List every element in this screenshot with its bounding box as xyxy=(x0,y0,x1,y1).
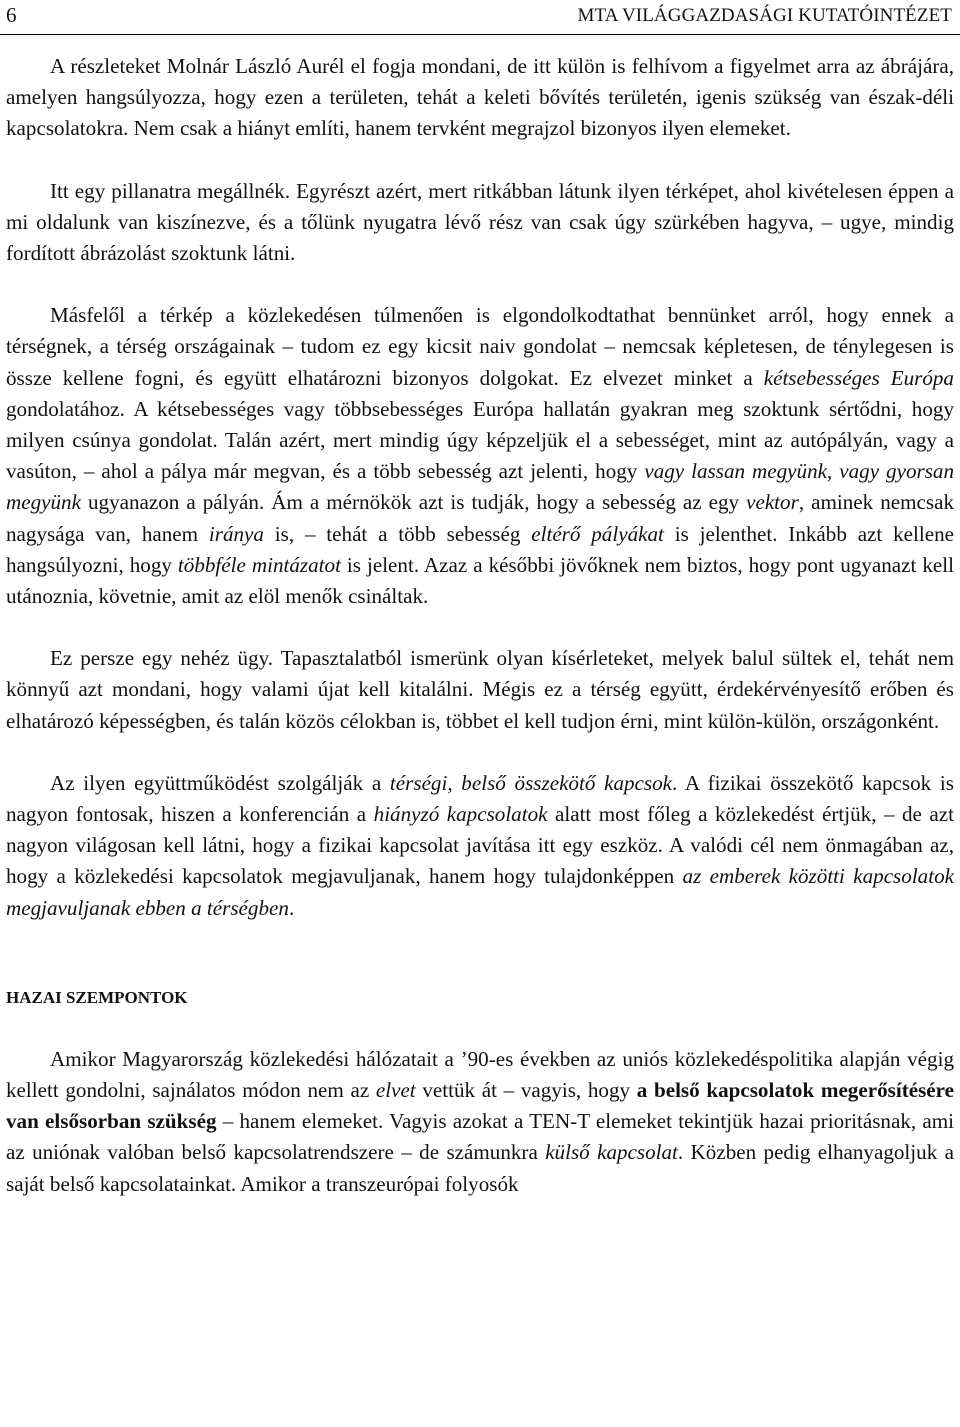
text-run: Amikor Magyarország közlekedési hálózatait a ’90-es években az uniós közlekedéspolitika alapján végig kellett gondolni, sajnálatos módon nem az xyxy=(6,1046,954,1103)
text-run: is, – tehát a több sebesség xyxy=(263,521,532,546)
text-run: – hanem elemeket. Vagyis azokat a TEN-T elemeket tekintjük hazai prioritásnak, ami az uniónak valóban belső kapcsolatrendszere – de számunkra xyxy=(6,1109,954,1165)
italic-text: kétsebességes Európa xyxy=(763,365,954,390)
paragraph-gap xyxy=(6,737,954,768)
body-text xyxy=(6,51,954,1200)
page-header xyxy=(0,0,960,30)
paragraph xyxy=(6,176,954,270)
paragraph-gap xyxy=(6,269,954,300)
italic-text: vektor xyxy=(746,490,799,515)
text-run: is jelenthet. Inkább azt kellene hangsúlyozni, hogy xyxy=(6,521,954,577)
running-head: MTA VILÁGGAZDASÁGI KUTATÓINTÉZET xyxy=(577,5,952,26)
page-number: 6 xyxy=(6,3,17,27)
italic-text: az emberek közötti kapcsolatok megjavuljanak ebben a térségben xyxy=(6,864,954,920)
italic-text: többféle mintázatot xyxy=(177,552,341,577)
italic-text: elvet xyxy=(375,1078,416,1103)
italic-text: vagy lassan megyünk, vagy gyorsan megyünk xyxy=(6,459,954,515)
text-run: . A fizikai összekötő kapcsok is nagyon fontosak, hiszen a konferencián a xyxy=(6,770,954,827)
text-run: Itt egy pillanatra megállnék. Egyrészt azért, mert ritkábban látunk ilyen térképet, ahol kivételesen éppen a mi oldalunk van kiszínezve, és a tőlünk nyugatra lévő rész van csak úgy szürkében hagyva, – ugye, mindig fordított ábrázolást szoktunk látni. xyxy=(6,178,954,266)
header-rule xyxy=(0,34,960,35)
section-gap xyxy=(6,924,954,982)
bold-text: a belső kapcsolatok megerősítésére van elsősorban szükség xyxy=(6,1078,954,1134)
paragraph xyxy=(6,1044,954,1200)
text-run: alatt most főleg a közlekedést értjük, – de azt nagyon világosan kell látni, hogy a fizikai kapcsolat javítása itt egy eszköz. A valódi cél nem önmagában az, hogy a közlekedési kapcsolatok megjavuljanak, hanem hogy tulajdonképpen xyxy=(6,802,954,889)
paragraph xyxy=(6,643,954,737)
paragraph xyxy=(6,300,954,612)
italic-text: hiányzó kapcsolatok xyxy=(373,802,548,827)
italic-text: külső kapcsolat xyxy=(545,1140,678,1165)
paragraph xyxy=(6,51,954,145)
text-run: A részleteket Molnár László Aurél el fogja mondani, de itt külön is felhívom a figyelmet arra az ábrájára, amelyen hangsúlyozza, hogy ezen a területen, tehát a keleti bővítés területén, igenis szükség van észak-déli kapcsolatokra. Nem csak a hiányt említi, hanem tervként megrajzol bizonyos ilyen elemeket. xyxy=(6,54,954,141)
text-run: Másfelől a térkép a közlekedésen túlmenően is elgondolkodtathat bennünket arról, hogy ennek a térségnek, a térség országainak – tudom ez egy kicsit naiv gondolat – nemcsak képletesen, de ténylegesen is össze kellene fogni, és együtt elhatározni bizonyos dolgokat. Ez elvezet minket a xyxy=(6,303,954,390)
paragraph xyxy=(6,768,954,924)
text-run: . Közben pedig elhanyagoljuk a saját belső kapcsolatainkat. Amikor a transzeurópai folyosók xyxy=(6,1140,954,1196)
text-run: gondolatához. A kétsebességes vagy többsebességes Európa hallatán gyakran meg szoktunk sértődni, hogy milyen csúnya gondolat. Talán azért, mert mindig úgy képzeljük el a sebességet, mint az autópályán, vagy a vasúton, – ahol a pálya már megvan, és a több sebesség azt jelenti, hogy xyxy=(6,396,954,484)
text-run: Az ilyen együttműködést szolgálják a xyxy=(50,770,390,795)
text-run: , aminek nemcsak nagysága van, hanem xyxy=(6,490,954,546)
paragraph-gap xyxy=(6,1013,954,1044)
text-run: ugyanazon a pályán. Ám a mérnökök azt is tudják, hogy a sebesség az egy xyxy=(80,490,747,515)
section-heading: HAZAI SZEMPONTOK xyxy=(6,987,188,1007)
text-run: Ez persze egy nehéz ügy. Tapasztalatból ismerünk olyan kísérleteket, melyek balul sültek el, tehát nem könnyű azt mondani, hogy valami újat kell kitalálni. Mégis ez a térség együtt, érdekérvényesítő erőben és elhatározó képességben, és talán közös célokban is, többet el kell tudjon érni, mint külön-külön, országonként. xyxy=(6,646,954,733)
italic-text: eltérő pályákat xyxy=(531,521,664,546)
italic-text: iránya xyxy=(208,521,264,546)
text-run: . xyxy=(288,895,295,920)
text-run: vettük át – vagyis, hogy xyxy=(415,1078,637,1103)
paragraph-gap xyxy=(6,145,954,176)
italic-text: térségi, belső összekötő kapcsok xyxy=(389,770,673,795)
paragraph-gap xyxy=(6,612,954,643)
text-run: is jelent. Azaz a későbbi jövőknek nem biztos, hogy pont ugyanazt kell utánoznia, követnie, amit az elöl menők csináltak. xyxy=(6,552,954,609)
